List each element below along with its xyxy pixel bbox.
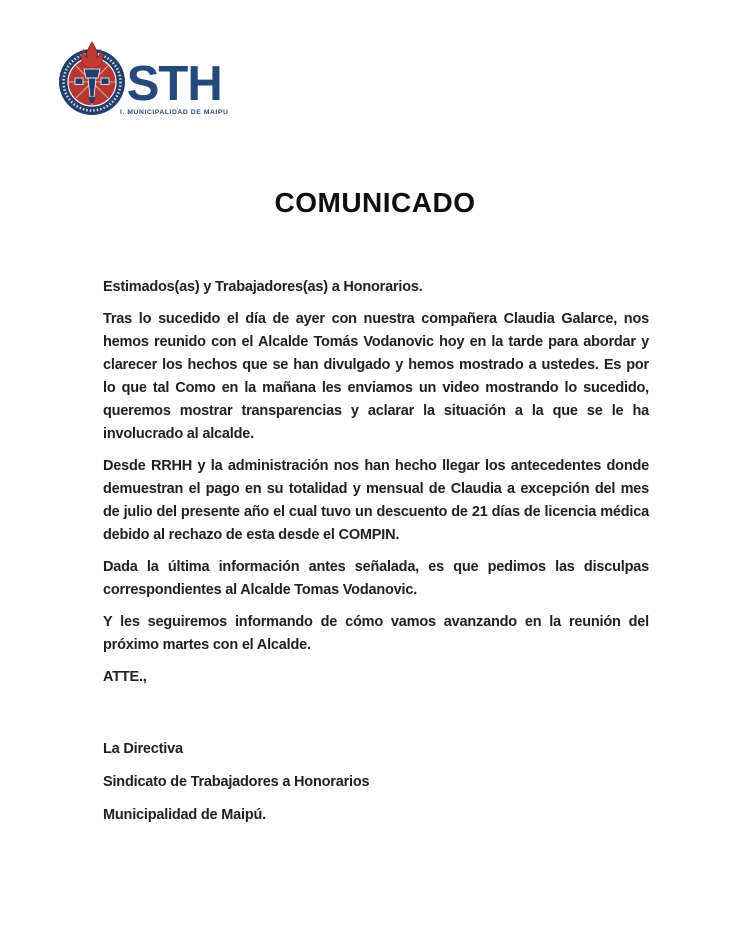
paragraph: Y les seguiremos informando de cómo vamos avanzando en la reunión del próximo martes con el Alcalde. [103,614,649,653]
sth-logo [57,37,228,117]
logo-wordmark: STH [126,56,222,111]
page-title: COMUNICADO [274,187,476,218]
signature-line: La Directiva [103,741,183,757]
signature-line: Sindicato de Trabajadores a Honorarios [103,774,370,790]
logo-subtitle: I. MUNICIPALIDAD DE MAIPU [120,109,229,116]
paragraph: Desde RRHH y la administración nos han hecho llegar los antecedentes donde demuestran el pago en su totalidad y mensual de Claudia a excepción del mes de julio del presente año el cual tuvo un descuento de 21 días de licencia médica debido al rechazo de esta desde el COMPIN. [103,458,649,543]
paragraph: Tras lo sucedido el día de ayer con nuestra compañera Claudia Galarce, nos hemos reunido con el Alcalde Tomás Vodanovic hoy en la tarde para abordar y clarecer los hechos que se han divulgado y hemos mostrado a ustedes. Es por lo que tal Como en la mañana les enviamos un video mostrando lo sucedido, queremos mostrar transparencias y aclarar la situación a la que se le ha involucrado al alcalde. [103,311,649,442]
salutation: Estimados(as) y Trabajadores(as) a Honorarios. [103,279,423,295]
closing: ATTE., [103,669,147,685]
document-body [103,276,649,837]
logo-text-block [120,56,229,117]
paragraph: Dada la última información antes señalada, es que pedimos las disculpas correspondientes al Alcalde Tomas Vodanovic. [103,559,649,598]
signature-line: Municipalidad de Maipú. [103,807,266,823]
sth-emblem-icon [57,37,127,117]
flame-icon [81,42,102,68]
